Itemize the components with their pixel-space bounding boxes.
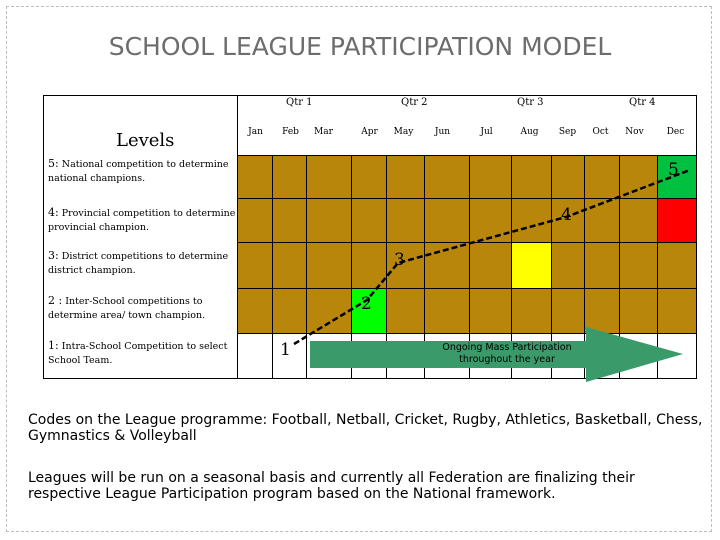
month-label: May (393, 127, 414, 137)
level-number: 4: (48, 206, 59, 219)
level-number: 2 : (48, 294, 63, 307)
quarter-label-1: Qtr 1 (286, 97, 313, 108)
month-label: Jun (434, 127, 451, 137)
level-number: 3: (48, 249, 59, 262)
level-1-marker: 1 (280, 340, 291, 360)
level-description: Provincial competition to determine provincial champion. (48, 208, 236, 233)
progression-dashed-line (294, 170, 690, 344)
ongoing-participation-label: Ongoing Mass Participation throughout the year (442, 342, 572, 365)
level-number: 1: (48, 339, 59, 352)
month-label: Jan (248, 127, 263, 137)
levels-heading: Levels (116, 130, 175, 151)
month-label: Oct (592, 127, 609, 137)
month-label: Jul (480, 127, 493, 137)
level-5-marker: 5 (668, 160, 679, 180)
month-label: Dec (666, 127, 685, 137)
page-title: SCHOOL LEAGUE PARTICIPATION MODEL (108, 32, 612, 61)
level-description: Intra-School Competition to select School Team. (48, 341, 228, 366)
codes-paragraph: Codes on the League programme: Football, Netball, Cricket, Rugby, Athletics, Basketball, Chess, Gymnastics & Volleyball (28, 412, 703, 444)
quarter-label-4: Qtr 4 (629, 97, 656, 108)
level-description: National competition to determine national champions. (48, 159, 229, 184)
quarter-label-2: Qtr 2 (401, 97, 428, 108)
level-2-marker: 2 (361, 294, 372, 314)
month-label: Sep (558, 127, 577, 137)
month-label: Mar (314, 127, 333, 137)
level-description: District competitions to determine district champion. (48, 251, 229, 276)
month-label: Apr (361, 127, 378, 137)
leagues-paragraph: Leagues will be run on a seasonal basis and currently all Federation are finalizing their respective League Participation program based on the National framework. (28, 470, 635, 502)
month-label: Feb (282, 127, 299, 137)
quarter-label-3: Qtr 3 (517, 97, 544, 108)
level-number: 5: (48, 157, 59, 170)
month-label: Nov (625, 127, 644, 137)
level-4-marker: 4 (561, 205, 572, 225)
level-description: Inter-School competitions to determine area/ town champion. (48, 296, 206, 321)
month-label: Aug (520, 127, 539, 137)
level-3-marker: 3 (394, 250, 405, 270)
